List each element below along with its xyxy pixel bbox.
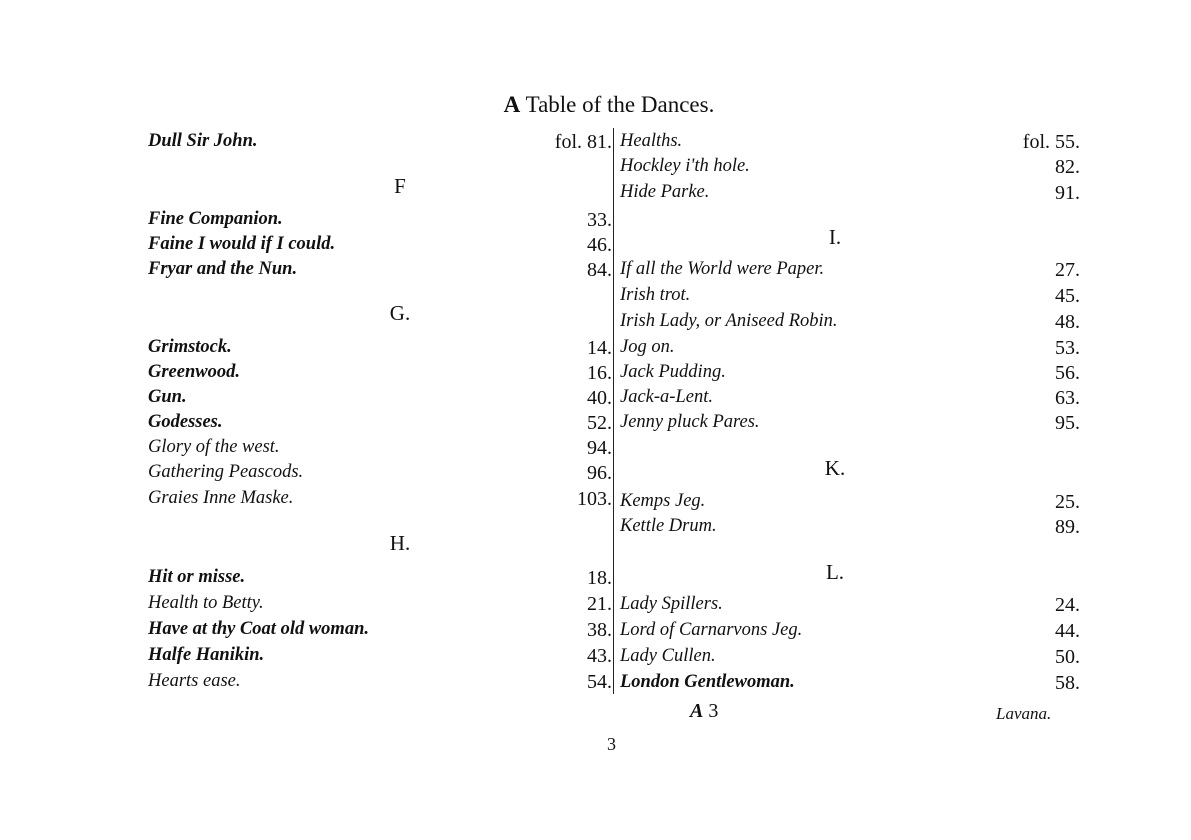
signature-number: 3	[708, 700, 719, 722]
dance-name: Jog on.	[620, 337, 675, 357]
folio-number: 94.	[587, 437, 612, 459]
dance-name: Hockley i'th hole.	[620, 156, 750, 176]
folio-number: 48.	[1055, 311, 1080, 333]
folio-number: 96.	[587, 462, 612, 484]
folio-number: 82.	[1055, 156, 1080, 178]
index-entry	[620, 594, 1080, 620]
index-entry	[620, 156, 1080, 182]
folio-number: fol. 55.	[1022, 131, 1080, 153]
left-column	[148, 0, 612, 840]
dance-name: Dull Sir John.	[148, 131, 258, 151]
folio-number: 18.	[587, 567, 612, 589]
section-letter-k: K.	[824, 456, 846, 480]
dance-name: Healths.	[620, 131, 683, 151]
dance-name: Lady Cullen.	[620, 646, 716, 666]
folio-number: 89.	[1055, 516, 1080, 538]
dance-name: London Gentlewoman.	[620, 672, 795, 692]
index-entry	[620, 387, 1080, 413]
folio-number: 95.	[1055, 412, 1080, 434]
section-letter-f: F	[394, 174, 406, 198]
index-entry	[620, 285, 1080, 311]
folio-number: 58.	[1055, 672, 1080, 694]
folio-number: 103.	[577, 488, 612, 510]
index-entry	[620, 491, 1080, 517]
dance-name: Jack Pudding.	[620, 362, 726, 382]
index-entry	[620, 646, 1080, 672]
folio-number: 43.	[587, 645, 612, 667]
index-entry	[620, 337, 1080, 363]
index-entry	[148, 462, 612, 488]
dance-name: Jenny pluck Pares.	[620, 412, 760, 432]
dance-name: Greenwood.	[148, 362, 240, 382]
folio-number: 16.	[587, 362, 612, 384]
signature-letter: A	[690, 700, 704, 722]
dance-name: Hide Parke.	[620, 182, 710, 202]
dance-name: Health to Betty.	[148, 593, 264, 613]
index-entry	[148, 593, 612, 619]
dance-name: Gathering Peascods.	[148, 462, 304, 482]
index-entry	[620, 412, 1080, 438]
signature-mark	[690, 700, 718, 723]
dance-name: Grimstock.	[148, 337, 232, 357]
index-entry	[148, 362, 612, 388]
catchword: Lavana.	[996, 704, 1052, 723]
dance-name: Fryar and the Nun.	[148, 259, 298, 279]
index-entry	[620, 131, 1080, 157]
dance-name: Kettle Drum.	[620, 516, 717, 536]
title-lead: A	[503, 92, 521, 117]
folio-number: 50.	[1055, 646, 1080, 668]
index-entry	[620, 672, 1080, 698]
folio-number: 53.	[1055, 337, 1080, 359]
index-entry	[620, 259, 1080, 285]
index-entry	[148, 259, 612, 285]
index-entry	[620, 620, 1080, 646]
folio-number: 52.	[587, 412, 612, 434]
folio-number: 54.	[587, 671, 612, 693]
column-divider	[613, 128, 614, 694]
index-entry	[148, 131, 612, 157]
dance-name: Hit or misse.	[148, 567, 246, 587]
dance-name: Glory of the west.	[148, 437, 280, 457]
dance-name: Have at thy Coat old woman.	[148, 619, 369, 639]
dance-name: Godesses.	[148, 412, 223, 432]
dance-name: Irish Lady, or Aniseed Robin.	[620, 311, 838, 331]
index-entry	[620, 311, 1080, 337]
dance-name: Gun.	[148, 387, 187, 407]
dance-name: If all the World were Paper.	[620, 259, 825, 279]
dance-name: Lord of Carnarvons Jeg.	[620, 620, 803, 640]
index-entry	[620, 182, 1080, 208]
index-entry	[148, 387, 612, 413]
page-number: 3	[607, 734, 616, 754]
folio-number: 44.	[1055, 620, 1080, 642]
title-text: Table of the Dances.	[525, 92, 715, 117]
index-entry	[148, 234, 612, 260]
dance-name: Kemps Jeg.	[620, 491, 706, 511]
dance-name: Graies Inne Maske.	[148, 488, 294, 508]
dance-name: Halfe Hanikin.	[148, 645, 265, 665]
folio-number: 21.	[587, 593, 612, 615]
index-entry	[148, 567, 612, 593]
dance-name: Faine I would if I could.	[148, 234, 336, 254]
index-entry	[148, 337, 612, 363]
folio-number: 91.	[1055, 182, 1080, 204]
index-entry	[148, 619, 612, 645]
folio-number: 27.	[1055, 259, 1080, 281]
index-entry	[148, 488, 612, 514]
dance-name: Irish trot.	[620, 285, 691, 305]
index-entry	[148, 645, 612, 671]
section-letter-l: L.	[825, 560, 845, 584]
folio-number: 25.	[1055, 491, 1080, 513]
folio-number: 63.	[1055, 387, 1080, 409]
folio-number: 40.	[587, 387, 612, 409]
section-letter-h: H.	[389, 531, 411, 555]
folio-number: fol. 81.	[554, 131, 612, 153]
dance-name: Jack-a-Lent.	[620, 387, 713, 407]
dance-name: Lady Spillers.	[620, 594, 723, 614]
index-entry	[148, 437, 612, 463]
folio-number: 46.	[587, 234, 612, 256]
index-entry	[620, 362, 1080, 388]
folio-number: 45.	[1055, 285, 1080, 307]
section-letter-g: G.	[389, 301, 411, 325]
dance-name: Fine Companion.	[148, 209, 283, 229]
folio-number: 84.	[587, 259, 612, 281]
folio-number: 56.	[1055, 362, 1080, 384]
folio-number: 24.	[1055, 594, 1080, 616]
section-letter-i: I.	[828, 225, 842, 249]
index-entry	[148, 209, 612, 235]
index-entry	[148, 671, 612, 697]
folio-number: 33.	[587, 209, 612, 231]
folio-number: 14.	[587, 337, 612, 359]
index-entry	[620, 516, 1080, 542]
index-entry	[148, 412, 612, 438]
folio-number: 38.	[587, 619, 612, 641]
dance-name: Hearts ease.	[148, 671, 241, 691]
